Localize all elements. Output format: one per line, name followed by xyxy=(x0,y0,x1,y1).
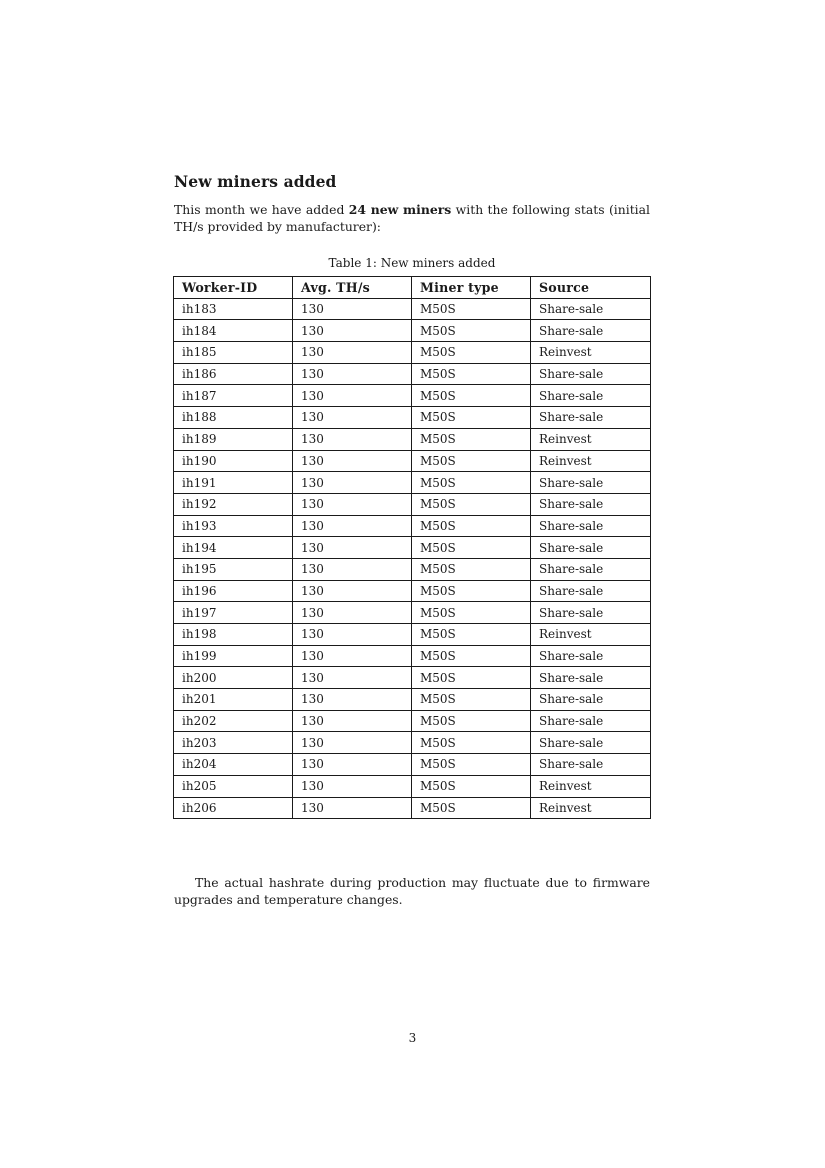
table-row xyxy=(174,428,651,450)
cell-source: Share-sale xyxy=(531,710,651,732)
cell-miner-type: M50S xyxy=(412,710,531,732)
table-row xyxy=(174,580,651,602)
cell-source: Share-sale xyxy=(531,667,651,689)
cell-avg-ths: 130 xyxy=(293,797,412,819)
cell-miner-type: M50S xyxy=(412,667,531,689)
cell-avg-ths: 130 xyxy=(293,754,412,776)
cell-worker-id: ih189 xyxy=(174,428,293,450)
cell-source: Share-sale xyxy=(531,645,651,667)
cell-avg-ths: 130 xyxy=(293,580,412,602)
cell-miner-type: M50S xyxy=(412,493,531,515)
cell-miner-type: M50S xyxy=(412,363,531,385)
cell-source: Share-sale xyxy=(531,363,651,385)
cell-worker-id: ih199 xyxy=(174,645,293,667)
cell-source: Reinvest xyxy=(531,342,651,364)
section-heading: New miners added xyxy=(174,172,337,191)
cell-worker-id: ih194 xyxy=(174,537,293,559)
cell-worker-id: ih195 xyxy=(174,558,293,580)
table-header-row xyxy=(174,277,651,299)
cell-worker-id: ih191 xyxy=(174,472,293,494)
cell-worker-id: ih185 xyxy=(174,342,293,364)
table-row xyxy=(174,558,651,580)
table-row xyxy=(174,624,651,646)
cell-source: Share-sale xyxy=(531,558,651,580)
cell-miner-type: M50S xyxy=(412,515,531,537)
cell-worker-id: ih192 xyxy=(174,493,293,515)
cell-source: Share-sale xyxy=(531,732,651,754)
new-miners-table xyxy=(173,276,651,819)
cell-miner-type: M50S xyxy=(412,428,531,450)
cell-source: Reinvest xyxy=(531,624,651,646)
cell-miner-type: M50S xyxy=(412,558,531,580)
table-row xyxy=(174,320,651,342)
cell-source: Reinvest xyxy=(531,775,651,797)
cell-worker-id: ih201 xyxy=(174,689,293,711)
cell-worker-id: ih186 xyxy=(174,363,293,385)
cell-avg-ths: 130 xyxy=(293,298,412,320)
cell-worker-id: ih204 xyxy=(174,754,293,776)
cell-worker-id: ih190 xyxy=(174,450,293,472)
intro-paragraph xyxy=(174,201,650,235)
table-row xyxy=(174,298,651,320)
cell-source: Share-sale xyxy=(531,537,651,559)
cell-avg-ths: 130 xyxy=(293,667,412,689)
cell-miner-type: M50S xyxy=(412,689,531,711)
cell-miner-type: M50S xyxy=(412,602,531,624)
header-worker-id: Worker-ID xyxy=(174,277,293,299)
table-row xyxy=(174,710,651,732)
table-row xyxy=(174,754,651,776)
cell-miner-type: M50S xyxy=(412,797,531,819)
cell-avg-ths: 130 xyxy=(293,689,412,711)
table-row xyxy=(174,385,651,407)
cell-avg-ths: 130 xyxy=(293,363,412,385)
cell-source: Reinvest xyxy=(531,428,651,450)
cell-miner-type: M50S xyxy=(412,298,531,320)
cell-worker-id: ih188 xyxy=(174,407,293,429)
cell-avg-ths: 130 xyxy=(293,385,412,407)
cell-worker-id: ih187 xyxy=(174,385,293,407)
cell-source: Share-sale xyxy=(531,320,651,342)
cell-avg-ths: 130 xyxy=(293,320,412,342)
cell-avg-ths: 130 xyxy=(293,624,412,646)
header-avg-ths: Avg. TH/s xyxy=(293,277,412,299)
cell-worker-id: ih183 xyxy=(174,298,293,320)
header-miner-type: Miner type xyxy=(412,277,531,299)
cell-miner-type: M50S xyxy=(412,320,531,342)
cell-source: Share-sale xyxy=(531,602,651,624)
intro-text-end: with the following stats (initial TH/s provided by manufacturer): xyxy=(174,202,650,234)
cell-source: Share-sale xyxy=(531,689,651,711)
cell-worker-id: ih193 xyxy=(174,515,293,537)
cell-avg-ths: 130 xyxy=(293,493,412,515)
cell-avg-ths: 130 xyxy=(293,450,412,472)
cell-miner-type: M50S xyxy=(412,450,531,472)
cell-worker-id: ih205 xyxy=(174,775,293,797)
table-row xyxy=(174,493,651,515)
cell-avg-ths: 130 xyxy=(293,537,412,559)
cell-avg-ths: 130 xyxy=(293,602,412,624)
cell-source: Share-sale xyxy=(531,298,651,320)
intro-highlight: 24 new miners xyxy=(348,202,452,217)
cell-worker-id: ih196 xyxy=(174,580,293,602)
cell-miner-type: M50S xyxy=(412,754,531,776)
cell-avg-ths: 130 xyxy=(293,710,412,732)
cell-miner-type: M50S xyxy=(412,472,531,494)
cell-miner-type: M50S xyxy=(412,732,531,754)
cell-avg-ths: 130 xyxy=(293,558,412,580)
cell-source: Share-sale xyxy=(531,493,651,515)
cell-source: Reinvest xyxy=(531,450,651,472)
cell-avg-ths: 130 xyxy=(293,407,412,429)
cell-source: Share-sale xyxy=(531,580,651,602)
table-row xyxy=(174,515,651,537)
cell-miner-type: M50S xyxy=(412,407,531,429)
cell-miner-type: M50S xyxy=(412,580,531,602)
cell-avg-ths: 130 xyxy=(293,732,412,754)
cell-worker-id: ih202 xyxy=(174,710,293,732)
cell-avg-ths: 130 xyxy=(293,472,412,494)
table-row xyxy=(174,537,651,559)
table-row xyxy=(174,775,651,797)
cell-miner-type: M50S xyxy=(412,775,531,797)
table-row xyxy=(174,450,651,472)
table-row xyxy=(174,407,651,429)
cell-source: Share-sale xyxy=(531,472,651,494)
intro-text-start: This month we have added xyxy=(174,202,349,217)
cell-worker-id: ih203 xyxy=(174,732,293,754)
cell-miner-type: M50S xyxy=(412,624,531,646)
cell-worker-id: ih198 xyxy=(174,624,293,646)
cell-avg-ths: 130 xyxy=(293,428,412,450)
cell-miner-type: M50S xyxy=(412,645,531,667)
cell-worker-id: ih197 xyxy=(174,602,293,624)
cell-source: Share-sale xyxy=(531,515,651,537)
table-row xyxy=(174,645,651,667)
table-row xyxy=(174,797,651,819)
cell-avg-ths: 130 xyxy=(293,515,412,537)
table-row xyxy=(174,602,651,624)
cell-miner-type: M50S xyxy=(412,537,531,559)
cell-miner-type: M50S xyxy=(412,385,531,407)
table-row xyxy=(174,342,651,364)
table-row xyxy=(174,732,651,754)
cell-miner-type: M50S xyxy=(412,342,531,364)
cell-worker-id: ih184 xyxy=(174,320,293,342)
cell-avg-ths: 130 xyxy=(293,775,412,797)
closing-paragraph: The actual hashrate during production may fluctuate due to firmware upgrades and temperature changes. xyxy=(174,875,650,907)
header-source: Source xyxy=(531,277,651,299)
table-row xyxy=(174,472,651,494)
table-row xyxy=(174,667,651,689)
cell-source: Share-sale xyxy=(531,754,651,776)
table-row xyxy=(174,363,651,385)
cell-source: Share-sale xyxy=(531,385,651,407)
cell-source: Reinvest xyxy=(531,797,651,819)
table-caption: Table 1: New miners added xyxy=(328,256,496,270)
page-number: 3 xyxy=(408,1031,417,1045)
cell-worker-id: ih200 xyxy=(174,667,293,689)
cell-worker-id: ih206 xyxy=(174,797,293,819)
table-row xyxy=(174,689,651,711)
cell-avg-ths: 130 xyxy=(293,645,412,667)
cell-source: Share-sale xyxy=(531,407,651,429)
table-body xyxy=(174,298,651,819)
cell-avg-ths: 130 xyxy=(293,342,412,364)
